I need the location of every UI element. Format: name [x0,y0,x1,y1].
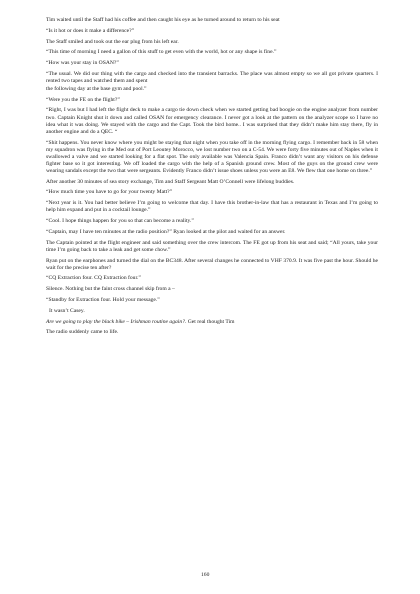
paragraph: Tim waited until the Staff had his coffee and then caught his eye as he turned around to return to his seat [46,17,280,23]
page-body [46,17,378,340]
paragraph: Silence. Nothing but the faint cross channel skip from a – [46,286,175,293]
paragraph: It wasn’t Casey. [49,307,85,314]
paragraph: The Staff smiled and took out the ear plug from his left ear. [46,38,179,45]
italic-thought: Are we going to play the black bike – Irishman routine again? [46,318,185,325]
paragraph: “Were you the FE on the flight?” [46,96,120,103]
page-number: 160 [201,572,210,578]
paragraph: The Captain pointed at the flight engineer and said something over the crew intercom. The FE got up from his seat and said; “All yours, take your time I’m going back to take a leak and get some chow.” [46,239,378,253]
paragraph: the following day at the base gym and pool.” [46,85,147,92]
paragraph: “This time of morning I need a gallon of this stuff to get even with the world, hot or any shape is fine.” [46,49,277,56]
paragraph: “Cool. I hope things happen for you so that can become a reality.” [46,218,194,225]
paragraph: “The usual. We did our thing with the cargo and checked into the transient barracks. The place was almost empty so we all got private quarters. I rented two tapes and watched them and spent [46,70,378,84]
paragraph: “Right, I was but I had left the flight deck to make a cargo tie down check when we started getting bad boogie on the engine analyzer from number two. Captain Knight shut it down and called OSAN for emergency clearance. I never got a look at the pattern on the analyzer scope so I have no idea what it was doing. We stayed with the cargo and the Capt. Took the bird home.. I was surprised that they didn’t make him stay there, fly in another engine and do a QEC. “ [46,107,378,135]
paragraph: Ryan put on the earphones and turned the dial on the BC348. After several changes he connected to VHF 370.9. It was five past the hour. Should he wait for the precise ten after? [46,257,378,271]
paragraph: “Next year is it. You had better believe I’m going to welcome that day. I have this brother-in-law that has a restaurant in Texas and I’m going to help him expand and put in a cocktail lounge.” [46,200,378,214]
paragraph: “Standby for Extraction four. Hold your message.” [46,296,160,303]
paragraph: “How was your stay in OSAN?” [46,60,119,67]
paragraph: “Shit happens. You never know where you might be staying that night when you take off in the morning flying cargo. I remember back in 58 when my squadron was flying in the Med out of Port Leoutey Morocco, we lost number two on a C-54. We were forty five minutes out of Naples when it swallowed a valve and we started looking for a flat spot. The only available was Valencia Spain. Franco didn’t want any visitors on his defense fighter base so it got interesting. We off loaded the cargo with the help of a Spanish ground crew. Most of the guys on the ground crew were wearing sandals except the two that were sergeants. Evidently Franco didn’t issue shoes unless you were an E8. We flew that one home on three.” [46,139,378,174]
paragraph: After another 30 minutes of sea story exchange, Tim and Staff Sergeant Matt O’Connell were lifelong buddies. [46,178,295,185]
paragraph: The radio suddenly came to life. [46,329,119,336]
thought-tag: . Get real thought Tim [184,318,235,325]
paragraph: “Is it hot or does it make a difference?” [46,27,135,34]
paragraph: “How much time you have to go for your twenty Matt?” [46,189,173,196]
italic-thought-line [46,319,378,326]
paragraph: “CQ Extraction four. CQ Extraction four.” [46,275,141,282]
paragraph: “Captain, may I have ten minutes at the radio position?” Ryan looked at the pilot and waited for an answer. [46,228,286,235]
